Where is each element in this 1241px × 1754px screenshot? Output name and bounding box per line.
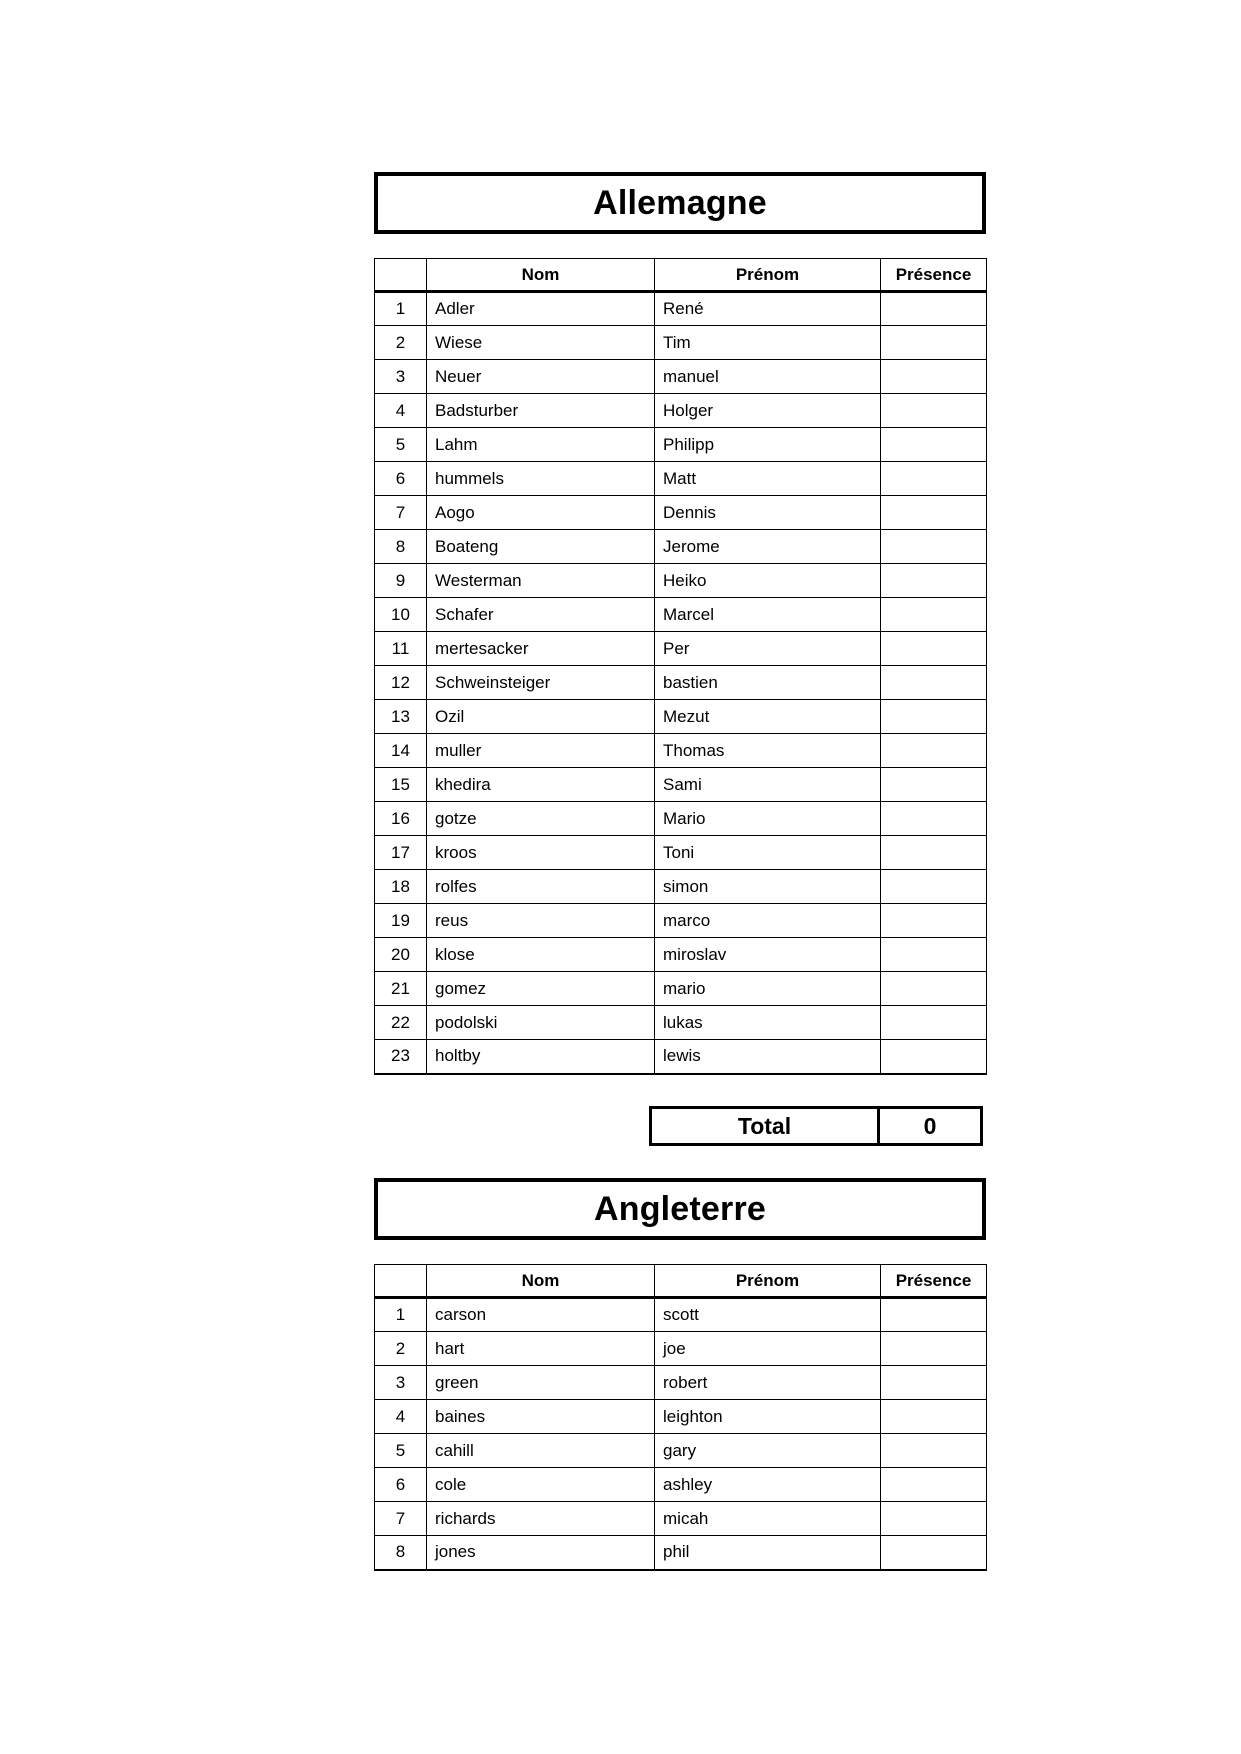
row-prenom-cell: robert bbox=[655, 1366, 881, 1400]
row-presence-cell[interactable] bbox=[881, 734, 987, 768]
row-prenom-cell: Thomas bbox=[655, 734, 881, 768]
table-row bbox=[375, 1006, 987, 1040]
table-row bbox=[375, 598, 987, 632]
row-index-cell: 4 bbox=[375, 1400, 427, 1434]
row-nom-cell: kroos bbox=[427, 836, 655, 870]
row-presence-cell[interactable] bbox=[881, 836, 987, 870]
row-presence-cell[interactable] bbox=[881, 1006, 987, 1040]
column-header-index bbox=[375, 1265, 427, 1298]
team-section-allemagne bbox=[374, 172, 986, 1075]
table-row bbox=[375, 564, 987, 598]
row-presence-cell[interactable] bbox=[881, 802, 987, 836]
row-index-cell: 11 bbox=[375, 632, 427, 666]
row-nom-cell: Lahm bbox=[427, 428, 655, 462]
roster-header-angleterre bbox=[375, 1265, 987, 1298]
row-nom-cell: Westerman bbox=[427, 564, 655, 598]
row-index-cell: 9 bbox=[375, 564, 427, 598]
row-presence-cell[interactable] bbox=[881, 1434, 987, 1468]
row-index-cell: 1 bbox=[375, 292, 427, 326]
row-presence-cell[interactable] bbox=[881, 1332, 987, 1366]
row-index-cell: 10 bbox=[375, 598, 427, 632]
table-row bbox=[375, 972, 987, 1006]
row-nom-cell: Schweinsteiger bbox=[427, 666, 655, 700]
row-presence-cell[interactable] bbox=[881, 972, 987, 1006]
team-section-angleterre bbox=[374, 1178, 986, 1571]
row-index-cell: 19 bbox=[375, 904, 427, 938]
row-nom-cell: Neuer bbox=[427, 360, 655, 394]
column-header-prenom: Prénom bbox=[655, 259, 881, 292]
row-index-cell: 7 bbox=[375, 496, 427, 530]
row-index-cell: 21 bbox=[375, 972, 427, 1006]
row-nom-cell: podolski bbox=[427, 1006, 655, 1040]
row-presence-cell[interactable] bbox=[881, 1366, 987, 1400]
table-row bbox=[375, 1502, 987, 1536]
row-prenom-cell: Mezut bbox=[655, 700, 881, 734]
roster-table-allemagne bbox=[374, 258, 987, 1075]
row-presence-cell[interactable] bbox=[881, 530, 987, 564]
row-index-cell: 5 bbox=[375, 428, 427, 462]
row-prenom-cell: Jerome bbox=[655, 530, 881, 564]
row-nom-cell: richards bbox=[427, 1502, 655, 1536]
row-nom-cell: klose bbox=[427, 938, 655, 972]
row-presence-cell[interactable] bbox=[881, 428, 987, 462]
table-row bbox=[375, 1536, 987, 1570]
table-row bbox=[375, 938, 987, 972]
table-row bbox=[375, 1400, 987, 1434]
total-label: Total bbox=[649, 1106, 880, 1146]
row-nom-cell: Adler bbox=[427, 292, 655, 326]
row-prenom-cell: Matt bbox=[655, 462, 881, 496]
row-index-cell: 12 bbox=[375, 666, 427, 700]
roster-table-angleterre bbox=[374, 1264, 987, 1571]
table-row bbox=[375, 870, 987, 904]
row-presence-cell[interactable] bbox=[881, 496, 987, 530]
row-prenom-cell: Toni bbox=[655, 836, 881, 870]
column-header-nom: Nom bbox=[427, 259, 655, 292]
row-presence-cell[interactable] bbox=[881, 700, 987, 734]
row-nom-cell: carson bbox=[427, 1298, 655, 1332]
row-nom-cell: Badsturber bbox=[427, 394, 655, 428]
table-row bbox=[375, 1332, 987, 1366]
row-index-cell: 14 bbox=[375, 734, 427, 768]
row-nom-cell: Ozil bbox=[427, 700, 655, 734]
row-prenom-cell: mario bbox=[655, 972, 881, 1006]
row-presence-cell[interactable] bbox=[881, 462, 987, 496]
row-nom-cell: Boateng bbox=[427, 530, 655, 564]
row-index-cell: 20 bbox=[375, 938, 427, 972]
column-header-index bbox=[375, 259, 427, 292]
row-presence-cell[interactable] bbox=[881, 904, 987, 938]
row-nom-cell: hart bbox=[427, 1332, 655, 1366]
row-presence-cell[interactable] bbox=[881, 1502, 987, 1536]
row-nom-cell: Aogo bbox=[427, 496, 655, 530]
row-nom-cell: Wiese bbox=[427, 326, 655, 360]
column-header-prenom: Prénom bbox=[655, 1265, 881, 1298]
row-prenom-cell: micah bbox=[655, 1502, 881, 1536]
row-presence-cell[interactable] bbox=[881, 1400, 987, 1434]
row-prenom-cell: gary bbox=[655, 1434, 881, 1468]
table-header-row bbox=[375, 1265, 987, 1298]
table-row bbox=[375, 700, 987, 734]
row-index-cell: 3 bbox=[375, 360, 427, 394]
row-index-cell: 6 bbox=[375, 1468, 427, 1502]
table-row bbox=[375, 1366, 987, 1400]
row-nom-cell: khedira bbox=[427, 768, 655, 802]
table-row bbox=[375, 1434, 987, 1468]
team-title-box-angleterre bbox=[374, 1178, 986, 1240]
row-presence-cell[interactable] bbox=[881, 870, 987, 904]
row-presence-cell[interactable] bbox=[881, 598, 987, 632]
table-row bbox=[375, 1298, 987, 1332]
row-presence-cell[interactable] bbox=[881, 292, 987, 326]
row-prenom-cell: ashley bbox=[655, 1468, 881, 1502]
table-row bbox=[375, 1468, 987, 1502]
row-presence-cell[interactable] bbox=[881, 632, 987, 666]
row-presence-cell[interactable] bbox=[881, 326, 987, 360]
total-value: 0 bbox=[877, 1106, 983, 1146]
row-index-cell: 23 bbox=[375, 1040, 427, 1074]
row-nom-cell: gomez bbox=[427, 972, 655, 1006]
row-presence-cell[interactable] bbox=[881, 768, 987, 802]
row-index-cell: 8 bbox=[375, 1536, 427, 1570]
table-row bbox=[375, 394, 987, 428]
row-prenom-cell: leighton bbox=[655, 1400, 881, 1434]
row-prenom-cell: Holger bbox=[655, 394, 881, 428]
table-row bbox=[375, 632, 987, 666]
table-row bbox=[375, 904, 987, 938]
row-presence-cell[interactable] bbox=[881, 394, 987, 428]
row-nom-cell: cole bbox=[427, 1468, 655, 1502]
roster-wrapper-allemagne bbox=[374, 258, 986, 1075]
table-row bbox=[375, 462, 987, 496]
row-index-cell: 3 bbox=[375, 1366, 427, 1400]
table-row bbox=[375, 292, 987, 326]
column-header-presence: Présence bbox=[881, 1265, 987, 1298]
row-nom-cell: mertesacker bbox=[427, 632, 655, 666]
roster-body-allemagne bbox=[375, 292, 987, 1074]
table-row bbox=[375, 360, 987, 394]
row-prenom-cell: marco bbox=[655, 904, 881, 938]
row-prenom-cell: phil bbox=[655, 1536, 881, 1570]
row-prenom-cell: Mario bbox=[655, 802, 881, 836]
row-index-cell: 13 bbox=[375, 700, 427, 734]
row-nom-cell: jones bbox=[427, 1536, 655, 1570]
row-prenom-cell: Per bbox=[655, 632, 881, 666]
row-nom-cell: Schafer bbox=[427, 598, 655, 632]
row-nom-cell: rolfes bbox=[427, 870, 655, 904]
row-nom-cell: hummels bbox=[427, 462, 655, 496]
row-nom-cell: holtby bbox=[427, 1040, 655, 1074]
row-nom-cell: baines bbox=[427, 1400, 655, 1434]
row-index-cell: 17 bbox=[375, 836, 427, 870]
table-row bbox=[375, 734, 987, 768]
table-row bbox=[375, 1040, 987, 1074]
table-row bbox=[375, 326, 987, 360]
team-title-angleterre: Angleterre bbox=[593, 1190, 767, 1228]
table-row bbox=[375, 666, 987, 700]
row-presence-cell[interactable] bbox=[881, 938, 987, 972]
row-nom-cell: cahill bbox=[427, 1434, 655, 1468]
roster-body-angleterre bbox=[375, 1298, 987, 1570]
row-prenom-cell: miroslav bbox=[655, 938, 881, 972]
roster-header-allemagne bbox=[375, 259, 987, 292]
row-presence-cell[interactable] bbox=[881, 1298, 987, 1332]
row-index-cell: 22 bbox=[375, 1006, 427, 1040]
row-index-cell: 8 bbox=[375, 530, 427, 564]
team-title-allemagne: Allemagne bbox=[593, 184, 767, 222]
row-index-cell: 6 bbox=[375, 462, 427, 496]
row-prenom-cell: René bbox=[655, 292, 881, 326]
team-title-box-allemagne bbox=[374, 172, 986, 234]
row-prenom-cell: lukas bbox=[655, 1006, 881, 1040]
row-index-cell: 5 bbox=[375, 1434, 427, 1468]
row-prenom-cell: manuel bbox=[655, 360, 881, 394]
row-prenom-cell: Sami bbox=[655, 768, 881, 802]
column-header-presence: Présence bbox=[881, 259, 987, 292]
row-prenom-cell: Marcel bbox=[655, 598, 881, 632]
table-row bbox=[375, 768, 987, 802]
row-index-cell: 18 bbox=[375, 870, 427, 904]
row-presence-cell[interactable] bbox=[881, 1468, 987, 1502]
row-index-cell: 7 bbox=[375, 1502, 427, 1536]
row-nom-cell: gotze bbox=[427, 802, 655, 836]
row-presence-cell[interactable] bbox=[881, 666, 987, 700]
row-prenom-cell: Dennis bbox=[655, 496, 881, 530]
table-header-row bbox=[375, 259, 987, 292]
table-row bbox=[375, 530, 987, 564]
row-prenom-cell: scott bbox=[655, 1298, 881, 1332]
column-header-nom: Nom bbox=[427, 1265, 655, 1298]
row-nom-cell: reus bbox=[427, 904, 655, 938]
row-index-cell: 2 bbox=[375, 1332, 427, 1366]
row-prenom-cell: Heiko bbox=[655, 564, 881, 598]
row-nom-cell: muller bbox=[427, 734, 655, 768]
total-row bbox=[649, 1106, 986, 1146]
row-presence-cell[interactable] bbox=[881, 1536, 987, 1570]
row-prenom-cell: Philipp bbox=[655, 428, 881, 462]
row-nom-cell: green bbox=[427, 1366, 655, 1400]
row-index-cell: 15 bbox=[375, 768, 427, 802]
row-prenom-cell: joe bbox=[655, 1332, 881, 1366]
row-index-cell: 4 bbox=[375, 394, 427, 428]
roster-wrapper-angleterre bbox=[374, 1264, 986, 1571]
row-presence-cell[interactable] bbox=[881, 1040, 987, 1074]
row-index-cell: 16 bbox=[375, 802, 427, 836]
table-row bbox=[375, 836, 987, 870]
row-prenom-cell: simon bbox=[655, 870, 881, 904]
row-presence-cell[interactable] bbox=[881, 360, 987, 394]
row-prenom-cell: Tim bbox=[655, 326, 881, 360]
table-row bbox=[375, 802, 987, 836]
row-index-cell: 2 bbox=[375, 326, 427, 360]
row-prenom-cell: bastien bbox=[655, 666, 881, 700]
table-row bbox=[375, 428, 987, 462]
table-row bbox=[375, 496, 987, 530]
row-prenom-cell: lewis bbox=[655, 1040, 881, 1074]
row-presence-cell[interactable] bbox=[881, 564, 987, 598]
row-index-cell: 1 bbox=[375, 1298, 427, 1332]
